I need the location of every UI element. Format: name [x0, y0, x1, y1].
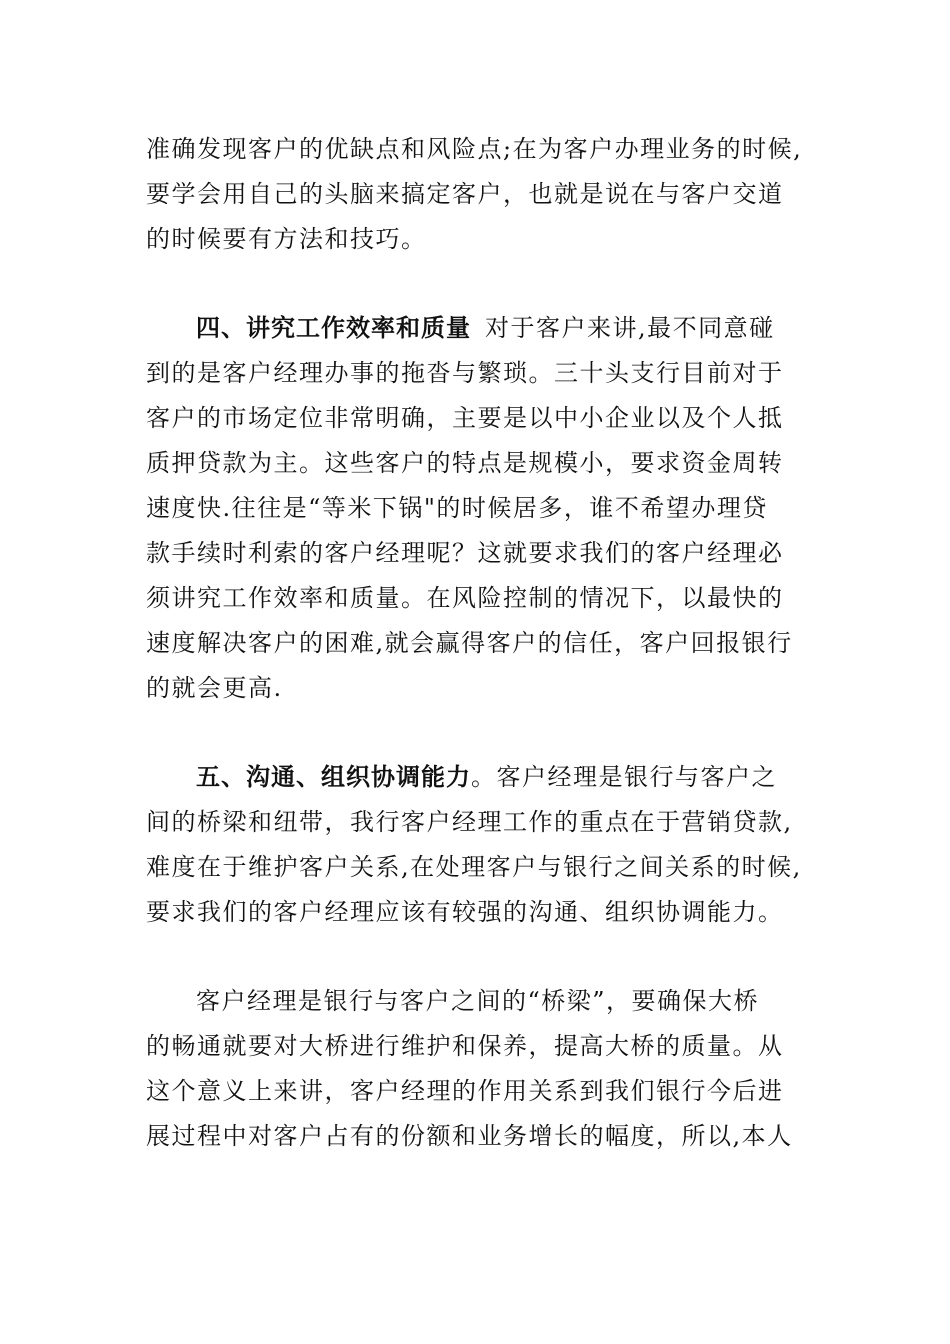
paragraph-4-line-4: 展过程中对客户占有的份额和业务增长的幅度，所以,本人 — [146, 1122, 793, 1150]
paragraph-3-line-3: 难度在于维护客户关系,在处理客户与银行之间关系的时候, — [146, 853, 802, 881]
paragraph-3-line-1 — [146, 755, 811, 800]
paragraph-2-line-8: 速度解决客户的困难,就会赢得客户的信任，客户回报银行 — [146, 629, 793, 657]
paragraph-2-line-7: 须讲究工作效率和质量。在风险控制的情况下，以最快的 — [146, 584, 784, 612]
paragraph-4-line-2: 的畅通就要对大桥进行维护和保养，提高大桥的质量。从 — [146, 1032, 784, 1060]
paragraph-4-line-3: 这个意义上来讲，客户经理的作用关系到我们银行今后进 — [146, 1077, 784, 1105]
paragraph-3-line-1-text: 。客户经理是银行与客户之 — [471, 763, 777, 791]
paragraph-1 — [146, 127, 811, 262]
paragraph-2-line-9: 的就会更高. — [146, 674, 283, 702]
paragraph-2-line-3: 客户的市场定位非常明确，主要是以中小企业以及个人抵 — [146, 404, 784, 432]
paragraph-1-line-3: 的时候要有方法和技巧。 — [146, 225, 427, 253]
paragraph-4 — [146, 979, 811, 1159]
section-heading-5: 五、沟通、组织协调能力 — [196, 763, 471, 791]
paragraph-4-line-1: 客户经理是银行与客户之间的“桥梁”，要确保大桥 — [196, 987, 760, 1015]
section-heading-4: 四、讲究工作效率和质量 — [196, 314, 471, 342]
paragraph-2-line-1 — [146, 306, 811, 351]
paragraph-1-line-2: 要学会用自己的头脑来搞定客户，也就是说在与客户交道 — [146, 180, 784, 208]
paragraph-2-line-6: 款手续时利索的客户经理呢？这就要求我们的客户经理必 — [146, 539, 784, 567]
paragraph-3-line-2: 间的桥梁和纽带，我行客户经理工作的重点在于营销贷款, — [146, 808, 793, 836]
paragraph-2-line-5: 速度快.往往是“等米下锅"的时候居多，谁不希望办理贷 — [146, 494, 768, 522]
paragraph-2-line-4: 质押贷款为主。这些客户的特点是规模小，要求资金周转 — [146, 449, 784, 477]
document-body — [146, 127, 811, 1159]
paragraph-1-line-1: 准确发现客户的优缺点和风险点;在为客户办理业务的时候, — [146, 135, 803, 163]
paragraph-3 — [146, 755, 811, 935]
paragraph-2-line-1-text: 对于客户来讲,最不同意碰 — [485, 314, 775, 342]
paragraph-3-line-4: 要求我们的客户经理应该有较强的沟通、组织协调能力。 — [146, 898, 784, 926]
paragraph-2 — [146, 306, 811, 711]
paragraph-2-line-2: 到的是客户经理办事的拖沓与繁琐。三十头支行目前对于 — [146, 359, 784, 387]
